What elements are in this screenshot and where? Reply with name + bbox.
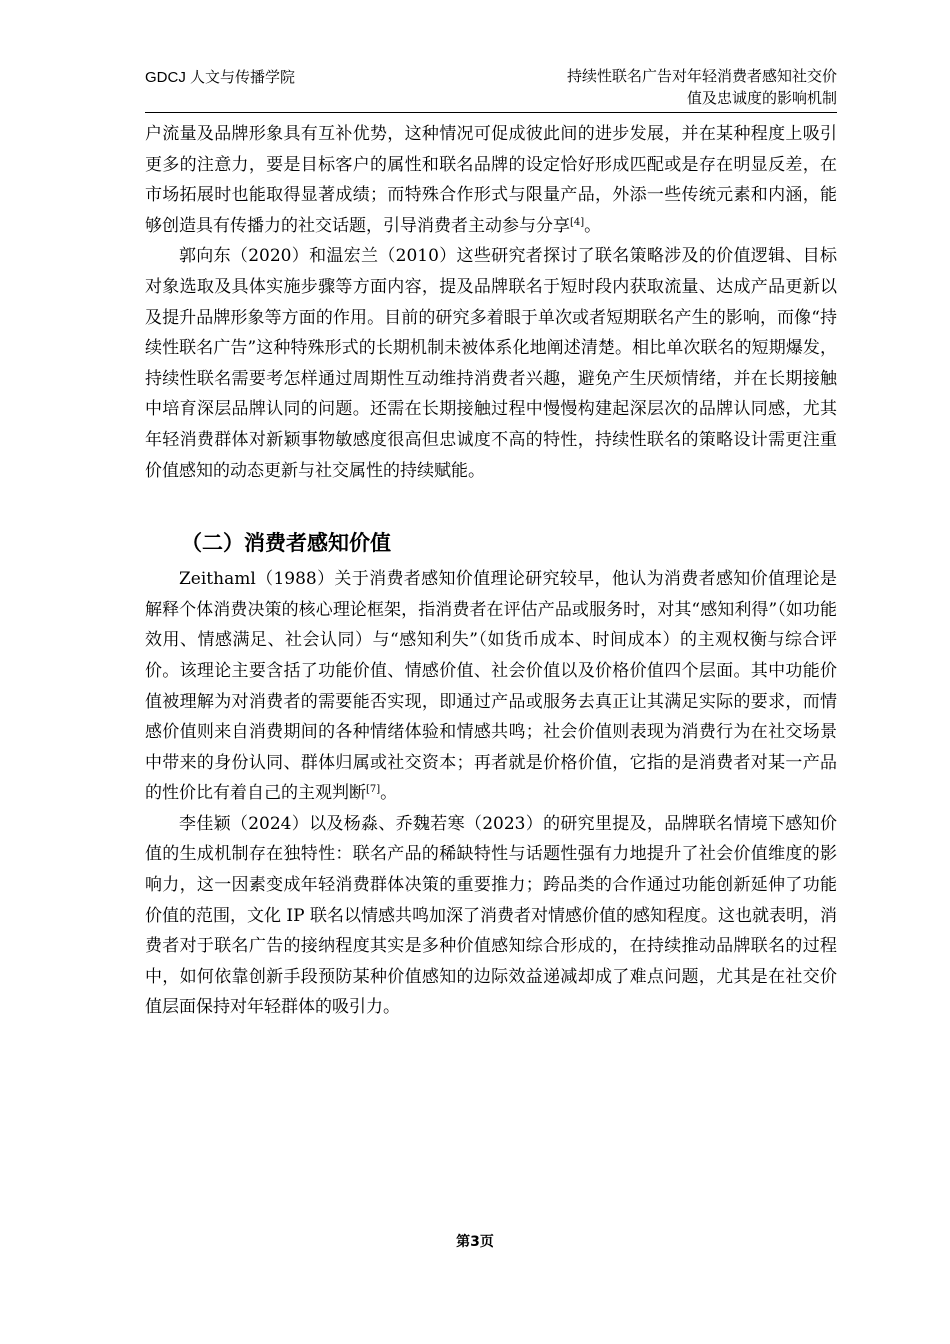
citation-ref: [7] xyxy=(366,784,381,796)
running-header xyxy=(145,62,837,112)
paragraph-continued xyxy=(145,119,837,241)
body-text xyxy=(145,119,837,1023)
paragraph: 郭向东（2020）和温宏兰（2010）这些研究者探讨了联名策略涉及的价值逻辑、目标对象选取及具体实施步骤等方面内容，提及品牌联名于短时段内获取流量、达成产品更新以及提升品牌形象等方面的作用。目前的研究多着眼于单次或者短期联名产生的影响，而像“持续性联名广告”这种特殊形式的长期机制未被体系化地阐述清楚。相比单次联名的短期爆发，持续性联名需要考怎样通过周期性互动维持消费者兴趣，避免产生厌烦情绪，并在长期接触中培育深层品牌认同的问题。还需在长期接触过程中慢慢构建起深层次的品牌认同感，尤其年轻消费群体对新颖事物敏感度很高但忠诚度不高的特性，持续性联名的策略设计需更注重价值感知的动态更新与社交属性的持续赋能。 xyxy=(145,246,837,481)
paragraph-text: 户流量及品牌形象具有互补优势，这种情况可促成彼此间的进步发展，并在某种程度上吸引更多的注意力，要是目标客户的属性和联名品牌的设定恰好形成匹配或是存在明显反差，在市场拓展时也能取得显著成绩；而特殊合作形式与限量产品，外添一些传统元素和内涵，能够创造具有传播力的社交话题，引导消费者主动参与分享 xyxy=(145,124,837,236)
header-title-line-1: 持续性联名广告对年轻消费者感知社交价 xyxy=(566,68,837,85)
paragraph-end: 。 xyxy=(380,783,398,804)
paragraph-text: Zeithaml（1988）关于消费者感知价值理论研究较早，他认为消费者感知价值理论是解释个体消费决策的核心理论框架，指消费者在评估产品或服务时，对其“感知利得”（如功能效用、情感满足、社会认同）与“感知利失”（如货币成本、时间成本）的主观权衡与综合评价。该理论主要含括了功能价值、情感价值、社会价值以及价格价值四个层面。其中功能价值被理解为对消费者的需要能否实现，即通过产品或服务去真正让其满足实际的要求，而情感价值则来自消费期间的各种情绪体验和情感共鸣；社会价值则表现为消费行为在社交场景中带来的身份认同、群体归属或社交资本；再者就是价格价值，它指的是消费者对某一产品的性价比有着自己的主观判断 xyxy=(145,569,837,804)
header-paper-title xyxy=(497,66,837,110)
paragraph: 李佳颖（2024）以及杨淼、乔魏若寒（2023）的研究里提及，品牌联名情境下感知价值的生成机制存在独特性：联名产品的稀缺特性与话题性强有力地提升了社会价值维度的影响力，这一因素变成年轻消费群体决策的重要推力；跨品类的合作通过功能创新延伸了功能价值的范围，文化 IP 联名以情感共鸣加深了消费者对情感价值的感知程度。这也就表明，消费者对于联名广告的接纳程度其实是多种价值感知综合形成的，在持续推动品牌联名的过程中，如何依靠创新手段预防某种价值感知的边际效益递减却成了难点问题，尤其是在社交价值层面保持对年轻群体的吸引力。 xyxy=(145,813,837,1018)
header-divider xyxy=(145,112,837,113)
citation-ref: [4] xyxy=(570,216,585,228)
paragraph-end: 。 xyxy=(584,215,602,236)
page-number: 第3页 xyxy=(456,1234,494,1250)
header-institution: GDCJ 人文与传播学院 xyxy=(145,69,296,86)
section-heading: （二）消费者感知价值 xyxy=(181,531,391,556)
header-title-line-2: 值及忠诚度的影响机制 xyxy=(686,90,837,107)
paragraph xyxy=(145,564,837,809)
